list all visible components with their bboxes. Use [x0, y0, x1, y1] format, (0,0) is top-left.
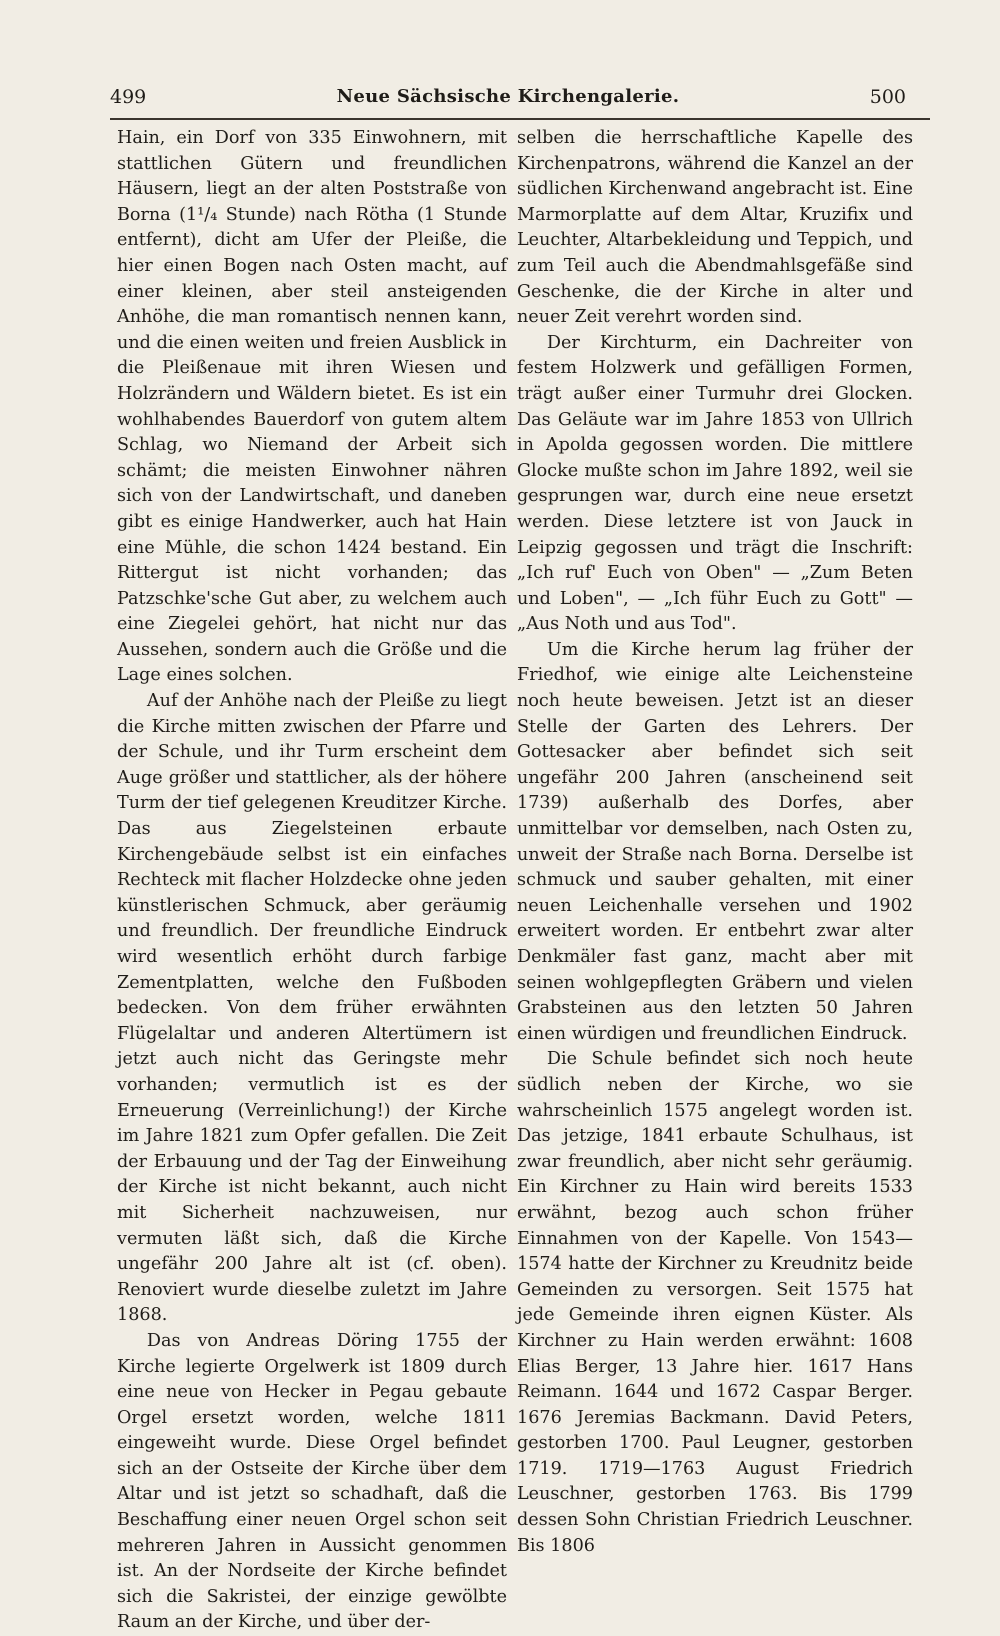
page-number-right: 500: [869, 86, 906, 108]
paragraph: Das von Andreas Döring 1755 der Kirche legierte Orgelwerk ist 1809 durch eine neue von Hecker in Pegau gebaute Orgel ersetzt worden, welche 1811 eingeweiht wurde. Diese Orgel befindet sich an der Ostseite der Kirche über dem Altar und ist jetzt so schadhaft, daß die Beschaffung einer neuen Orgel schon seit mehreren Jahren in Aussicht genommen ist. An der Nordseite der Kirche befindet sich die Sakristei, der einzige gewölbte Raum an der Kirche, und über der-: [117, 1330, 507, 1633]
header-rule: [110, 118, 930, 120]
paragraph: Auf der Anhöhe nach der Pleiße zu liegt die Kirche mitten zwischen der Pfarre und der Schule, und ihr Turm erscheint dem Auge größer und stattlicher, als der höhere Turm der tief gelegenen Kreuditzer Kirche. Das aus Ziegelsteinen erbaute Kirchengebäude selbst ist ein einfaches Rechteck mit flacher Holzdecke ohne jeden künstlerischen Schmuck, aber geräumig und freundlich. Der freundliche Eindruck wird wesentlich erhöht durch farbige Zementplatten, welche den Fußboden bedecken. Von dem früher erwähnten Flügelaltar und anderen Altertümern ist jetzt auch nicht das Geringste mehr vorhanden; vermutlich ist es der Erneuerung (Verreinlichung!) der Kirche im Jahre 1821 zum Opfer gefallen. Die Zeit der Erbauung und der Tag der Einweihung der Kirche ist nicht bekannt, auch nicht mit Sicherheit nachzuweisen, nur vermuten läßt sich, daß die Kirche ungefähr 200 Jahre alt ist (cf. oben). Renoviert wurde dieselbe zuletzt im Jahre 1868.: [117, 691, 507, 1326]
paragraph: Hain, ein Dorf von 335 Einwohnern, mit stattlichen Gütern und freundlichen Häusern, liegt an der alten Poststraße von Borna (1¹/₄ Stunde) nach Rötha (1 Stunde entfernt), dicht am Ufer der Pleiße, die hier einen Bogen nach Osten macht, auf einer kleinen, aber steil ansteigenden Anhöhe, die man romantisch nennen kann, und die einen weiten und freien Ausblick in die Pleißenaue mit ihren Wiesen und Holzrändern und Wäldern bietet. Es ist ein wohlhabendes Bauerdorf von gutem altem Schlag, wo Niemand der Arbeit sich schämt; die meisten Einwohner nähren sich von der Landwirtschaft, und daneben gibt es einige Handwerker, auch hat Hain eine Mühle, die schon 1424 bestand. Ein Rittergut ist nicht vorhanden; das Patzschke'sche Gut aber, zu welchem auch eine Ziegelei gehört, hat nicht nur das Aussehen, sondern auch die Größe und die Lage eines solchen.: [117, 128, 507, 686]
right-column: [517, 126, 913, 1559]
left-column: [117, 126, 507, 1636]
page-number-left: 499: [110, 86, 147, 108]
paragraph: Die Schule befindet sich noch heute südlich neben der Kirche, wo sie wahrscheinlich 1575 angelegt worden ist. Das jetzige, 1841 erbaute Schulhaus, ist zwar freundlich, aber nicht sehr geräumig. Ein Kirchner zu Hain wird bereits 1533 erwähnt, bezog auch schon früher Einnahmen von der Kapelle. Von 1543—1574 hatte der Kirchner zu Kreudnitz beide Gemeinden zu versorgen. Seit 1575 hat jede Gemeinde ihren eignen Küster. Als Kirchner zu Hain werden erwähnt: 1608 Elias Berger, 13 Jahre hier. 1617 Hans Reimann. 1644 und 1672 Caspar Berger. 1676 Jeremias Backmann. David Peters, gestorben 1700. Paul Leugner, gestorben 1719. 1719—1763 August Friedrich Leuschner, gestorben 1763. Bis 1799 dessen Sohn Christian Friedrich Leuschner. Bis 1806: [517, 1049, 913, 1556]
paragraph: Um die Kirche herum lag früher der Friedhof, wie einige alte Leichensteine noch heute beweisen. Jetzt ist an dieser Stelle der Garten des Lehrers. Der Gottesacker aber befindet sich seit ungefähr 200 Jahren (anscheinend seit 1739) außerhalb des Dorfes, aber unmittelbar vor demselben, nach Osten zu, unweit der Straße nach Borna. Derselbe ist schmuck und sauber gehalten, mit einer neuen Leichenhalle versehen und 1902 erweitert worden. Er entbehrt zwar alter Denkmäler fast ganz, macht aber mit seinen wohlgepflegten Gräbern und vielen Grabsteinen aus den letzten 50 Jahren einen würdigen und freundlichen Eindruck.: [517, 639, 913, 1044]
page-header: [110, 86, 906, 116]
paragraph: Der Kirchturm, ein Dachreiter von festem Holzwerk und gefälligen Formen, trägt außer einer Turmuhr drei Glocken. Das Geläute war im Jahre 1853 von Ullrich in Apolda gegossen worden. Die mittlere Glocke mußte schon im Jahre 1892, weil sie gesprungen war, durch eine neue ersetzt werden. Diese letztere ist von Jauck in Leipzig gegossen und trägt die Inschrift: „Ich ruf' Euch von Oben" — „Zum Beten und Loben", — „Ich führ Euch zu Gott" — „Aus Noth und aus Tod".: [517, 332, 913, 635]
running-title: Neue Sächsische Kirchengalerie.: [336, 86, 680, 107]
paragraph: selben die herrschaftliche Kapelle des Kirchenpatrons, während die Kanzel an der südlichen Kirchenwand angebracht ist. Eine Marmorplatte auf dem Altar, Kruzifix und Leuchter, Altarbekleidung und Teppich, und zum Teil auch die Abendmahlsgefäße sind Geschenke, die der Kirche in alter und neuer Zeit verehrt worden sind.: [517, 128, 913, 328]
column-gutter: [509, 126, 510, 1356]
